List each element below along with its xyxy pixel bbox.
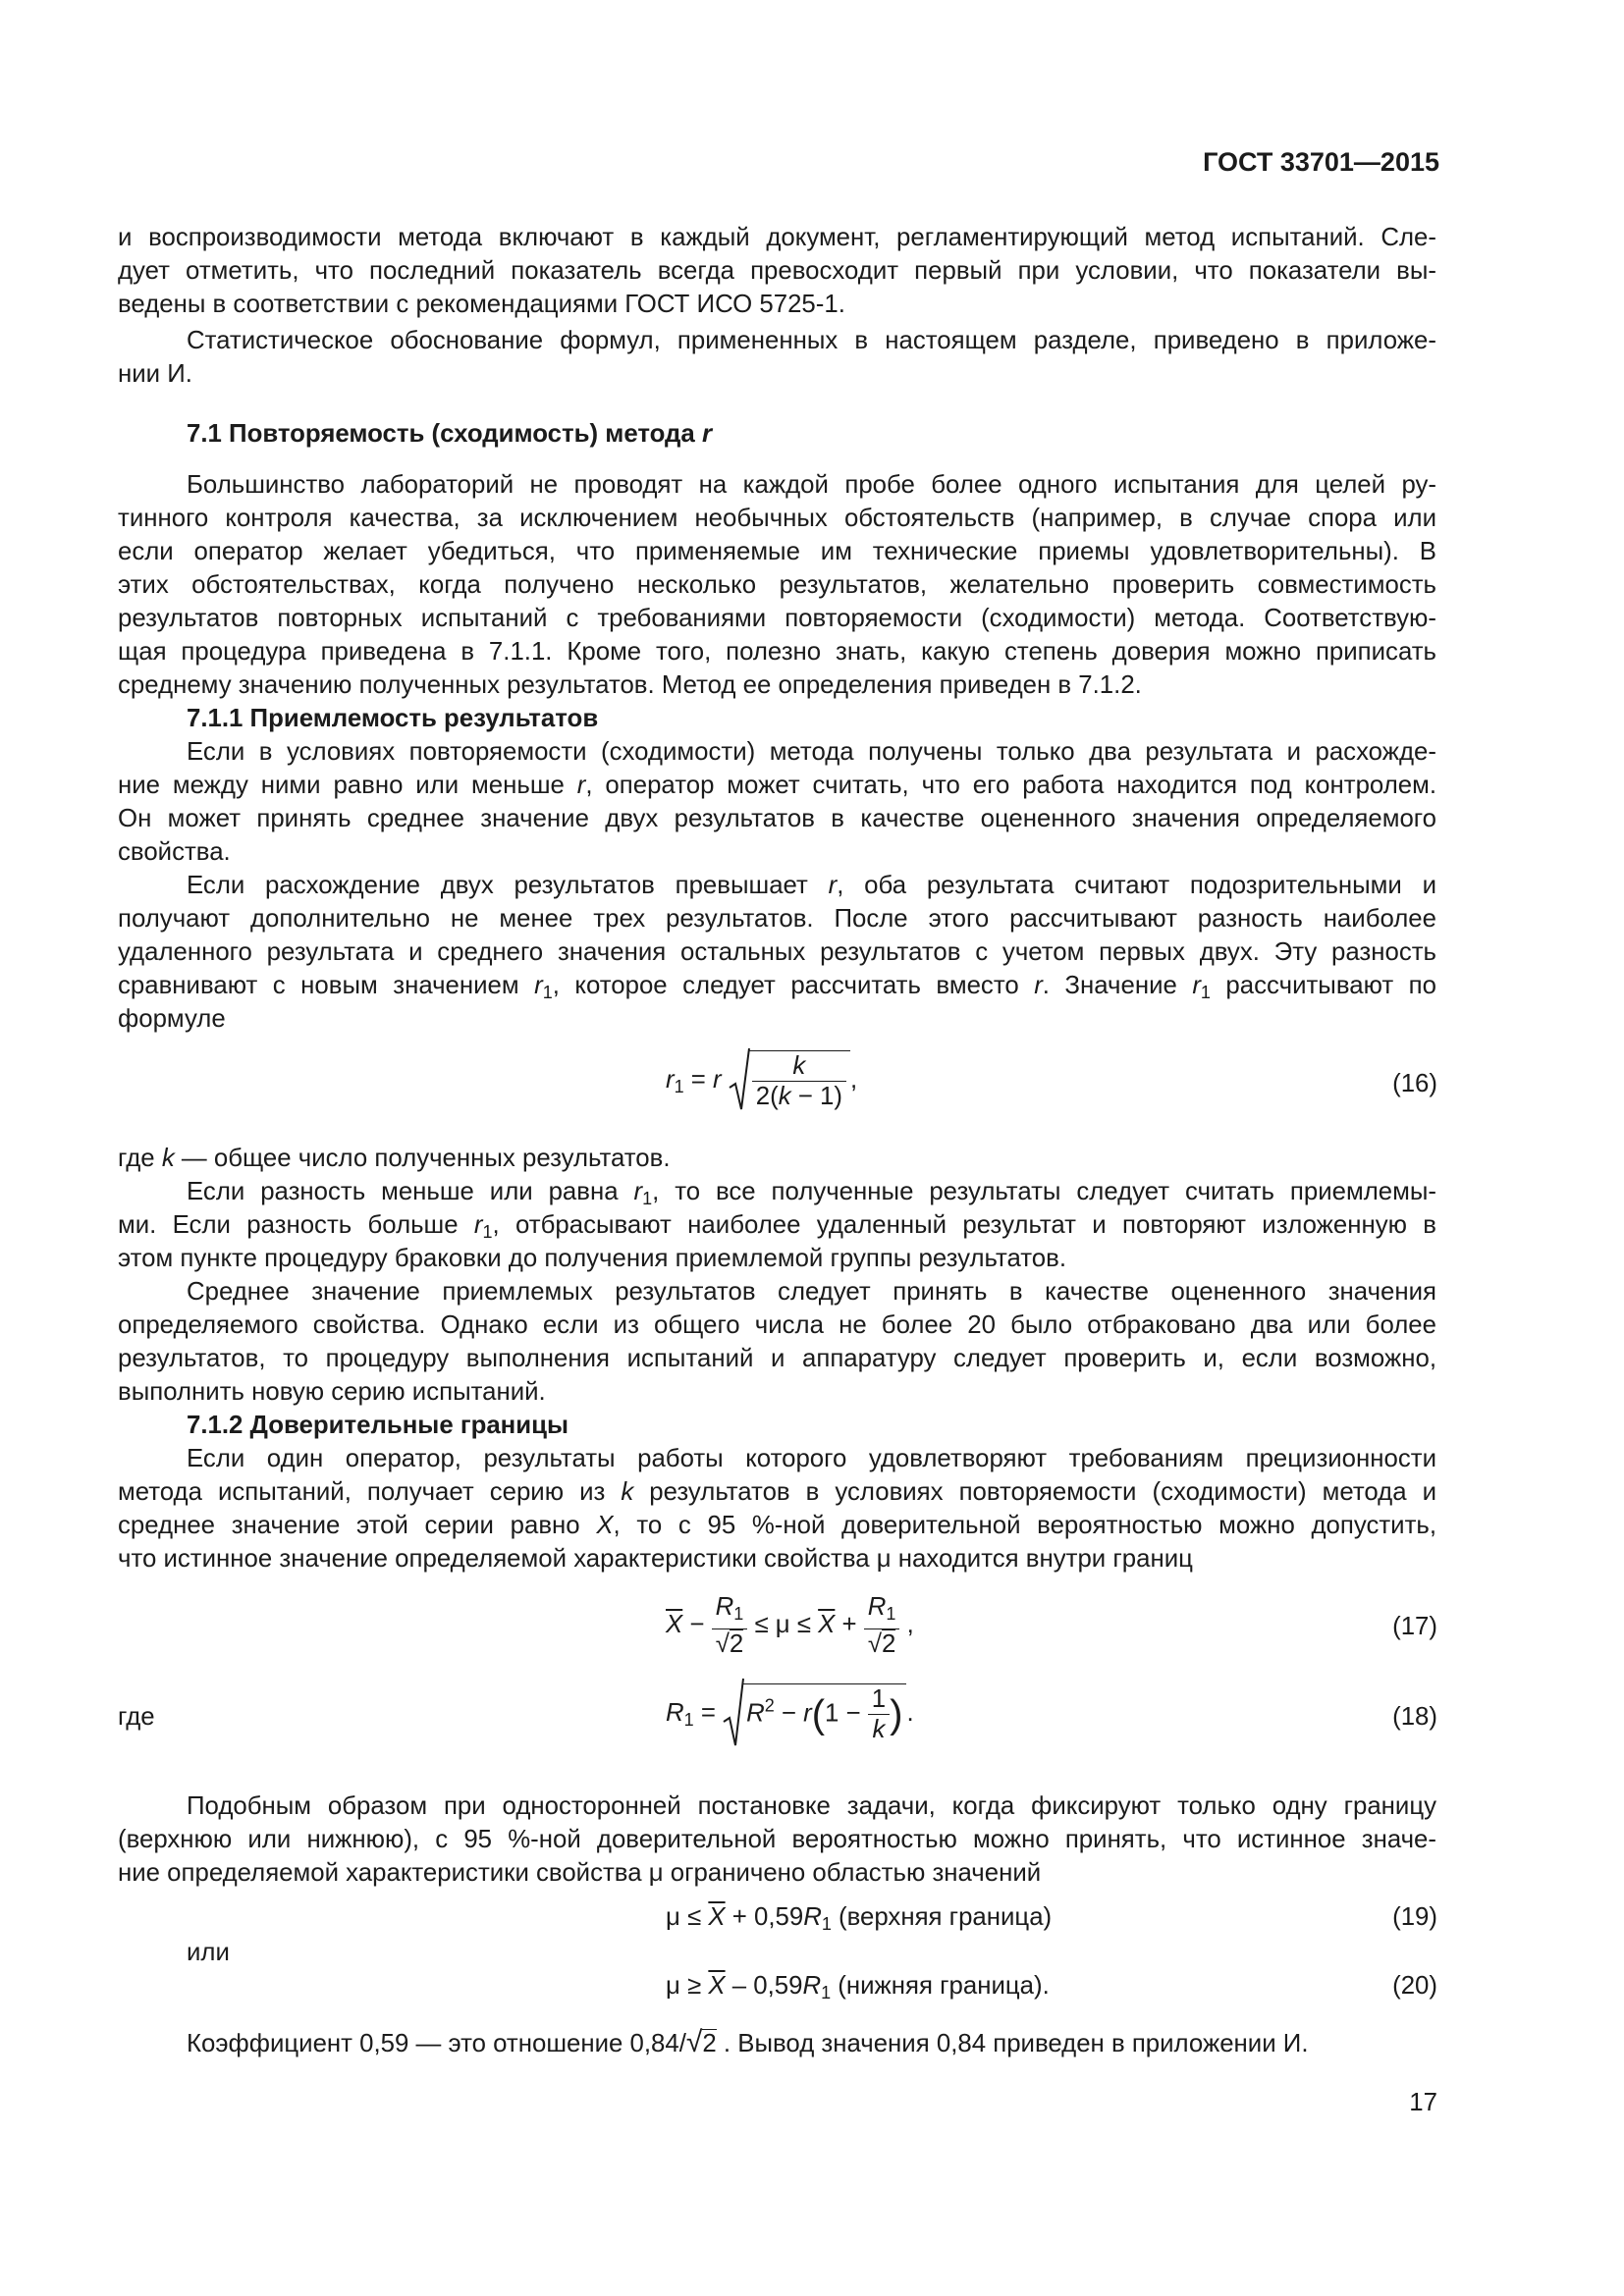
text-line: определяемого свойства. Однако если из общего числа не более 20 было отбраковано два или более: [118, 1311, 1436, 1339]
equation-number: (17): [1392, 1613, 1437, 1640]
equation-17: $\overline{X}$ − $\frac{R_1}{√2}$ ≤ $\mu \le \overline{X}$ + $\frac{R_1}{√2}$ ,: [666, 1593, 914, 1658]
fraction: $\frac{R_1}{√2}$: [864, 1592, 900, 1659]
equation-number: (20): [1392, 1972, 1437, 2000]
text-line: среднее значение этой серии равно X, то с 95 %-ной доверительной вероятностью можно допустить,: [118, 1512, 1437, 1539]
section-heading-7-1-2: 7.1.2 Доверительные границы: [187, 1412, 569, 1439]
text-line: результатов, то процедуру выполнения испытаний и аппаратуру следует проверить и, если возможно,: [118, 1345, 1436, 1372]
text-line: Если в условиях повторяемости (сходимости) метода получены только два результата и расхожде-: [187, 738, 1436, 766]
text-line: Если разность меньше или равна $r_1$, то все полученные результаты следует считать приемлемы-: [187, 1178, 1436, 1208]
text-line: тинного контроля качества, за исключением необычных обстоятельств (например, в случае спора или: [118, 505, 1436, 532]
section-heading-7-1: 7.1 Повторяемость (сходимость) метода r: [187, 420, 712, 448]
text-line: ми. Если разность больше $r_1$, отбрасывают наиболее удаленный результат и повторяют изложенную в: [118, 1211, 1437, 1242]
text-line: Если расхождение двух результатов превышает r, оба результата считают подозрительными и: [187, 872, 1436, 899]
text-line: ние между ними равно или меньше r, оператор может считать, что его работа находится под контролем.: [118, 772, 1437, 799]
text-line: если оператор желает убедиться, что применяемые им технические приемы удовлетворительны). В: [118, 538, 1436, 565]
text-line: дует отметить, что последний показатель всегда превосходит первый при условии, что показатели вы-: [118, 257, 1436, 285]
text-line: сравнивают с новым значением $r_1$, которое следует рассчитать вместо r. Значение $r_1$ рассчитывают по: [118, 972, 1436, 1002]
radical-sign: [729, 1046, 750, 1115]
text-line: Коэффициент 0,59 — это отношение 0,84/√2 . Вывод значения 0,84 приведен в приложении И.: [187, 2026, 1309, 2058]
equation-19: $\mu \le \overline{X} + 0,59R_1$ (верхняя граница): [666, 1903, 1053, 1934]
text-line: (верхнюю или нижнюю), с 95 %-ной доверительной вероятностью можно принять, что истинное значе-: [118, 1826, 1436, 1853]
text-line: получают дополнительно не менее трех результатов. После этого рассчитывают разность наиболее: [118, 905, 1436, 933]
fraction: $\frac{R_1}{√2}$: [712, 1592, 748, 1659]
equation-20: $\mu \ge \overline{X} - 0,59R_1$ (нижняя граница).: [666, 1972, 1050, 2002]
text-line: выполнить новую серию испытаний.: [118, 1378, 546, 1406]
text-line: Он может принять среднее значение двух результатов в качестве оцененного значения определяемого: [118, 805, 1436, 832]
text-line: удаленного результата и среднего значения остальных результатов с учетом первых двух. Эту разность: [118, 938, 1436, 966]
text-line: где k — общее число полученных результатов.: [118, 1145, 671, 1172]
text-line: свойства.: [118, 838, 231, 866]
text-line: что истинное значение определяемой характеристики свойства μ находится внутри границ: [118, 1545, 1193, 1573]
text-line: этих обстоятельствах, когда получено несколько результатов, желательно проверить совместимость: [118, 571, 1436, 599]
text-line: этом пункте процедуру браковки до получения приемлемой группы результатов.: [118, 1245, 1067, 1272]
section-heading-7-1-1: 7.1.1 Приемлемость результатов: [187, 705, 599, 732]
equation-18: $R_1 = R^2 - r(1$ − $\frac{1}{k}$ ) .: [666, 1677, 914, 1751]
equation-number: (16): [1392, 1070, 1437, 1097]
text-line: результатов повторных испытаний с требованиями повторяемости (сходимости) метода. Соответствую-: [118, 605, 1436, 632]
sqrt-symbol: $R^2 - r(1$ − $\frac{1}{k}$ ): [723, 1677, 906, 1751]
text-line: Большинство лабораторий не проводят на каждой пробе более одного испытания для целей ру-: [187, 471, 1436, 499]
radical-sign: [723, 1677, 744, 1751]
equation-number: (19): [1392, 1903, 1437, 1931]
page-number: 17: [1409, 2089, 1437, 2116]
text-line: Статистическое обоснование формул, примененных в настоящем разделе, приведено в приложе-: [187, 327, 1436, 354]
fraction: $\frac{1}{k}$: [868, 1684, 890, 1744]
fraction: $\frac{k}{2(k - 1)}$: [752, 1051, 846, 1111]
header-doc-code: ГОСТ 33701—2015: [1203, 147, 1439, 177]
text-line: Среднее значение приемлемых результатов следует принять в качестве оцененного значения: [187, 1278, 1436, 1306]
or-word: или: [187, 1939, 230, 1966]
text-line: Подобным образом при односторонней постановке задачи, когда фиксируют только одну границу: [187, 1792, 1436, 1820]
sqrt-symbol: [729, 1046, 850, 1115]
equation-number: (18): [1392, 1703, 1437, 1731]
text-line: среднему значению полученных результатов. Метод ее определения приведен в 7.1.2.: [118, 671, 1142, 699]
equation-16: $r_1 = r$ $\frac{k}{2(k - 1)}$ ,: [666, 1046, 857, 1115]
text-line: и воспроизводимости метода включают в каждый документ, регламентирующий метод испытаний. Сле-: [118, 224, 1436, 251]
text-line: щая процедура приведена в 7.1.1. Кроме того, полезно знать, какую степень доверия можно приписать: [118, 638, 1436, 666]
where-label: где: [118, 1703, 155, 1731]
text-line: ние определяемой характеристики свойства μ ограничено областью значений: [118, 1859, 1042, 1887]
text-line: формуле: [118, 1005, 226, 1033]
text-line: нии И.: [118, 360, 192, 388]
text-line: Если один оператор, результаты работы которого удовлетворяют требованиям прецизионности: [187, 1445, 1436, 1472]
text-line: метода испытаний, получает серию из k результатов в условиях повторяемости (сходимости) метода и: [118, 1478, 1437, 1506]
text-line: ведены в соответствии с рекомендациями ГОСТ ИСО 5725-1.: [118, 291, 845, 318]
